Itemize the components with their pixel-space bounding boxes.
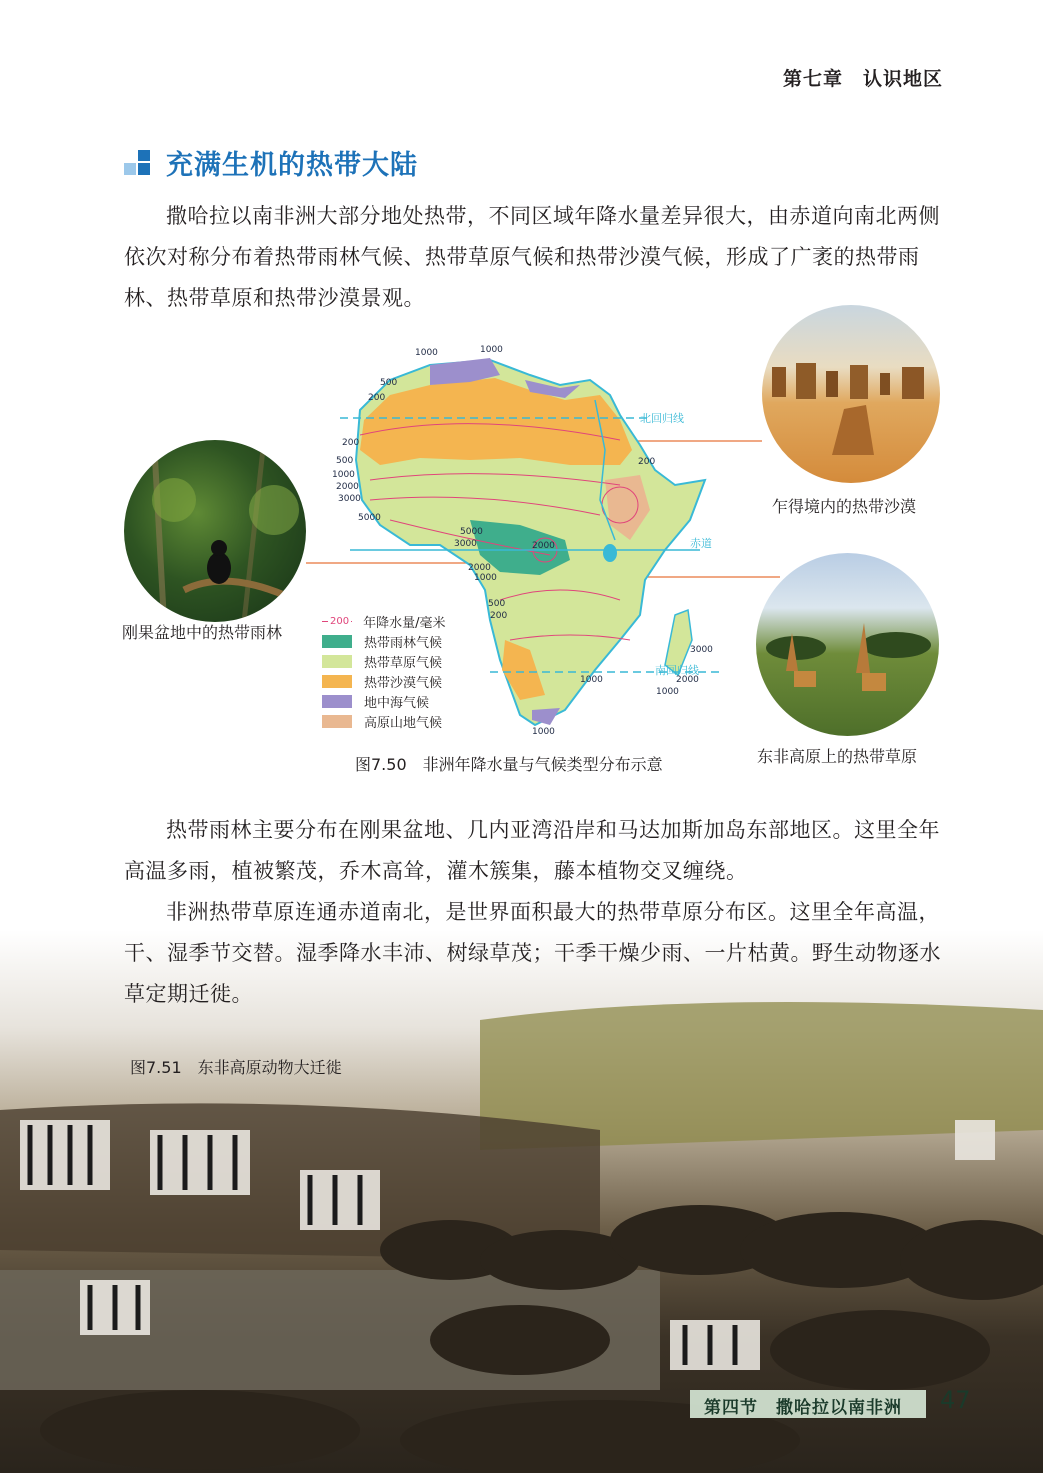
legend-label-mediterranean: 地中海气候 — [364, 695, 430, 711]
map-legend — [322, 611, 445, 731]
legend-label-highland: 高原山地气候 — [364, 715, 443, 731]
iso-label: 200 — [638, 457, 656, 467]
iso-label: 500 — [336, 456, 354, 466]
section-title: 充满生机的热带大陆 — [166, 150, 418, 181]
paragraph-3: 非洲热带草原连通赤道南北，是世界面积最大的热带草原分布区。这里全年高温，干、湿季节交替。湿季降水丰沛、树绿草茂；干季干燥少雨、一片枯黄。野生动物逐水草定期迁徙。 — [124, 900, 941, 1006]
savanna-caption: 东非高原上的热带草原 — [757, 747, 918, 766]
page-footer — [690, 1386, 990, 1420]
paragraph-2: 热带雨林主要分布在刚果盆地、几内亚湾沿岸和马达加斯加岛东部地区。这里全年高温多雨，植被繁茂，乔木高耸，灌木簇集，藤本植物交叉缠绕。 — [124, 818, 940, 883]
desert-caption: 乍得境内的热带沙漠 — [772, 497, 917, 516]
iso-label: 2000 — [468, 563, 491, 573]
iso-label: 1000 — [532, 727, 555, 737]
label-tropic-north: 北回归线 — [640, 412, 684, 425]
legend-label-rainforest: 热带雨林气候 — [364, 635, 443, 651]
legend-label-desert: 热带沙漠气候 — [364, 675, 443, 691]
iso-label: 200 — [368, 393, 386, 403]
figure-751-caption: 图7.51 东非高原动物大迁徙 — [130, 1058, 342, 1077]
iso-label: 2000 — [676, 675, 699, 685]
savanna-photo — [756, 553, 939, 736]
figure-750-caption: 图7.50 非洲年降水量与气候类型分布示意 — [355, 755, 663, 774]
rainforest-caption: 刚果盆地中的热带雨林 — [122, 623, 283, 642]
iso-label: 1000 — [656, 687, 679, 697]
iso-label: 2000 — [532, 541, 555, 551]
paragraph-1: 撒哈拉以南非洲大部分地处热带，不同区域年降水量差异很大，由赤道向南北两侧依次对称分布着热带雨林气候、热带草原气候和热带沙漠气候，形成了广袤的热带雨林、热带草原和热带沙漠景观。 — [124, 204, 940, 310]
iso-label: 5000 — [358, 513, 381, 523]
legend-swatch-mediterranean — [322, 695, 352, 708]
iso-label: 1000 — [480, 345, 503, 355]
iso-label: 3000 — [690, 645, 713, 655]
legend-isohyet-label: 年降水量/毫米 — [363, 615, 446, 631]
iso-label: 2000 — [336, 482, 359, 492]
chapter-header: 第七章 认识地区 — [782, 68, 943, 90]
iso-label: 1000 — [332, 470, 355, 480]
legend-swatch-savanna — [322, 655, 352, 668]
iso-label: 5000 — [460, 527, 483, 537]
iso-label: 500 — [380, 378, 398, 388]
iso-label: 200 — [490, 611, 508, 621]
iso-label: 200 — [342, 438, 360, 448]
iso-label: 3000 — [338, 494, 361, 504]
iso-label: 1000 — [474, 573, 497, 583]
legend-label-savanna: 热带草原气候 — [364, 655, 443, 671]
iso-label: 500 — [488, 599, 506, 609]
footer-section: 第四节 撒哈拉以南非洲 — [704, 1398, 902, 1418]
legend-isohyet-sample: 200 — [330, 615, 350, 627]
iso-label: 3000 — [454, 539, 477, 549]
desert-photo — [762, 305, 940, 483]
label-tropic-south: 南回归线 — [655, 664, 699, 677]
legend-swatch-highland — [322, 715, 352, 728]
page-number: 47 — [940, 1386, 971, 1414]
iso-label: 1000 — [580, 675, 603, 685]
legend-swatch-rainforest — [322, 635, 352, 648]
iso-label: 1000 — [415, 348, 438, 358]
legend-swatch-desert — [322, 675, 352, 688]
label-equator: 赤道 — [690, 537, 712, 550]
